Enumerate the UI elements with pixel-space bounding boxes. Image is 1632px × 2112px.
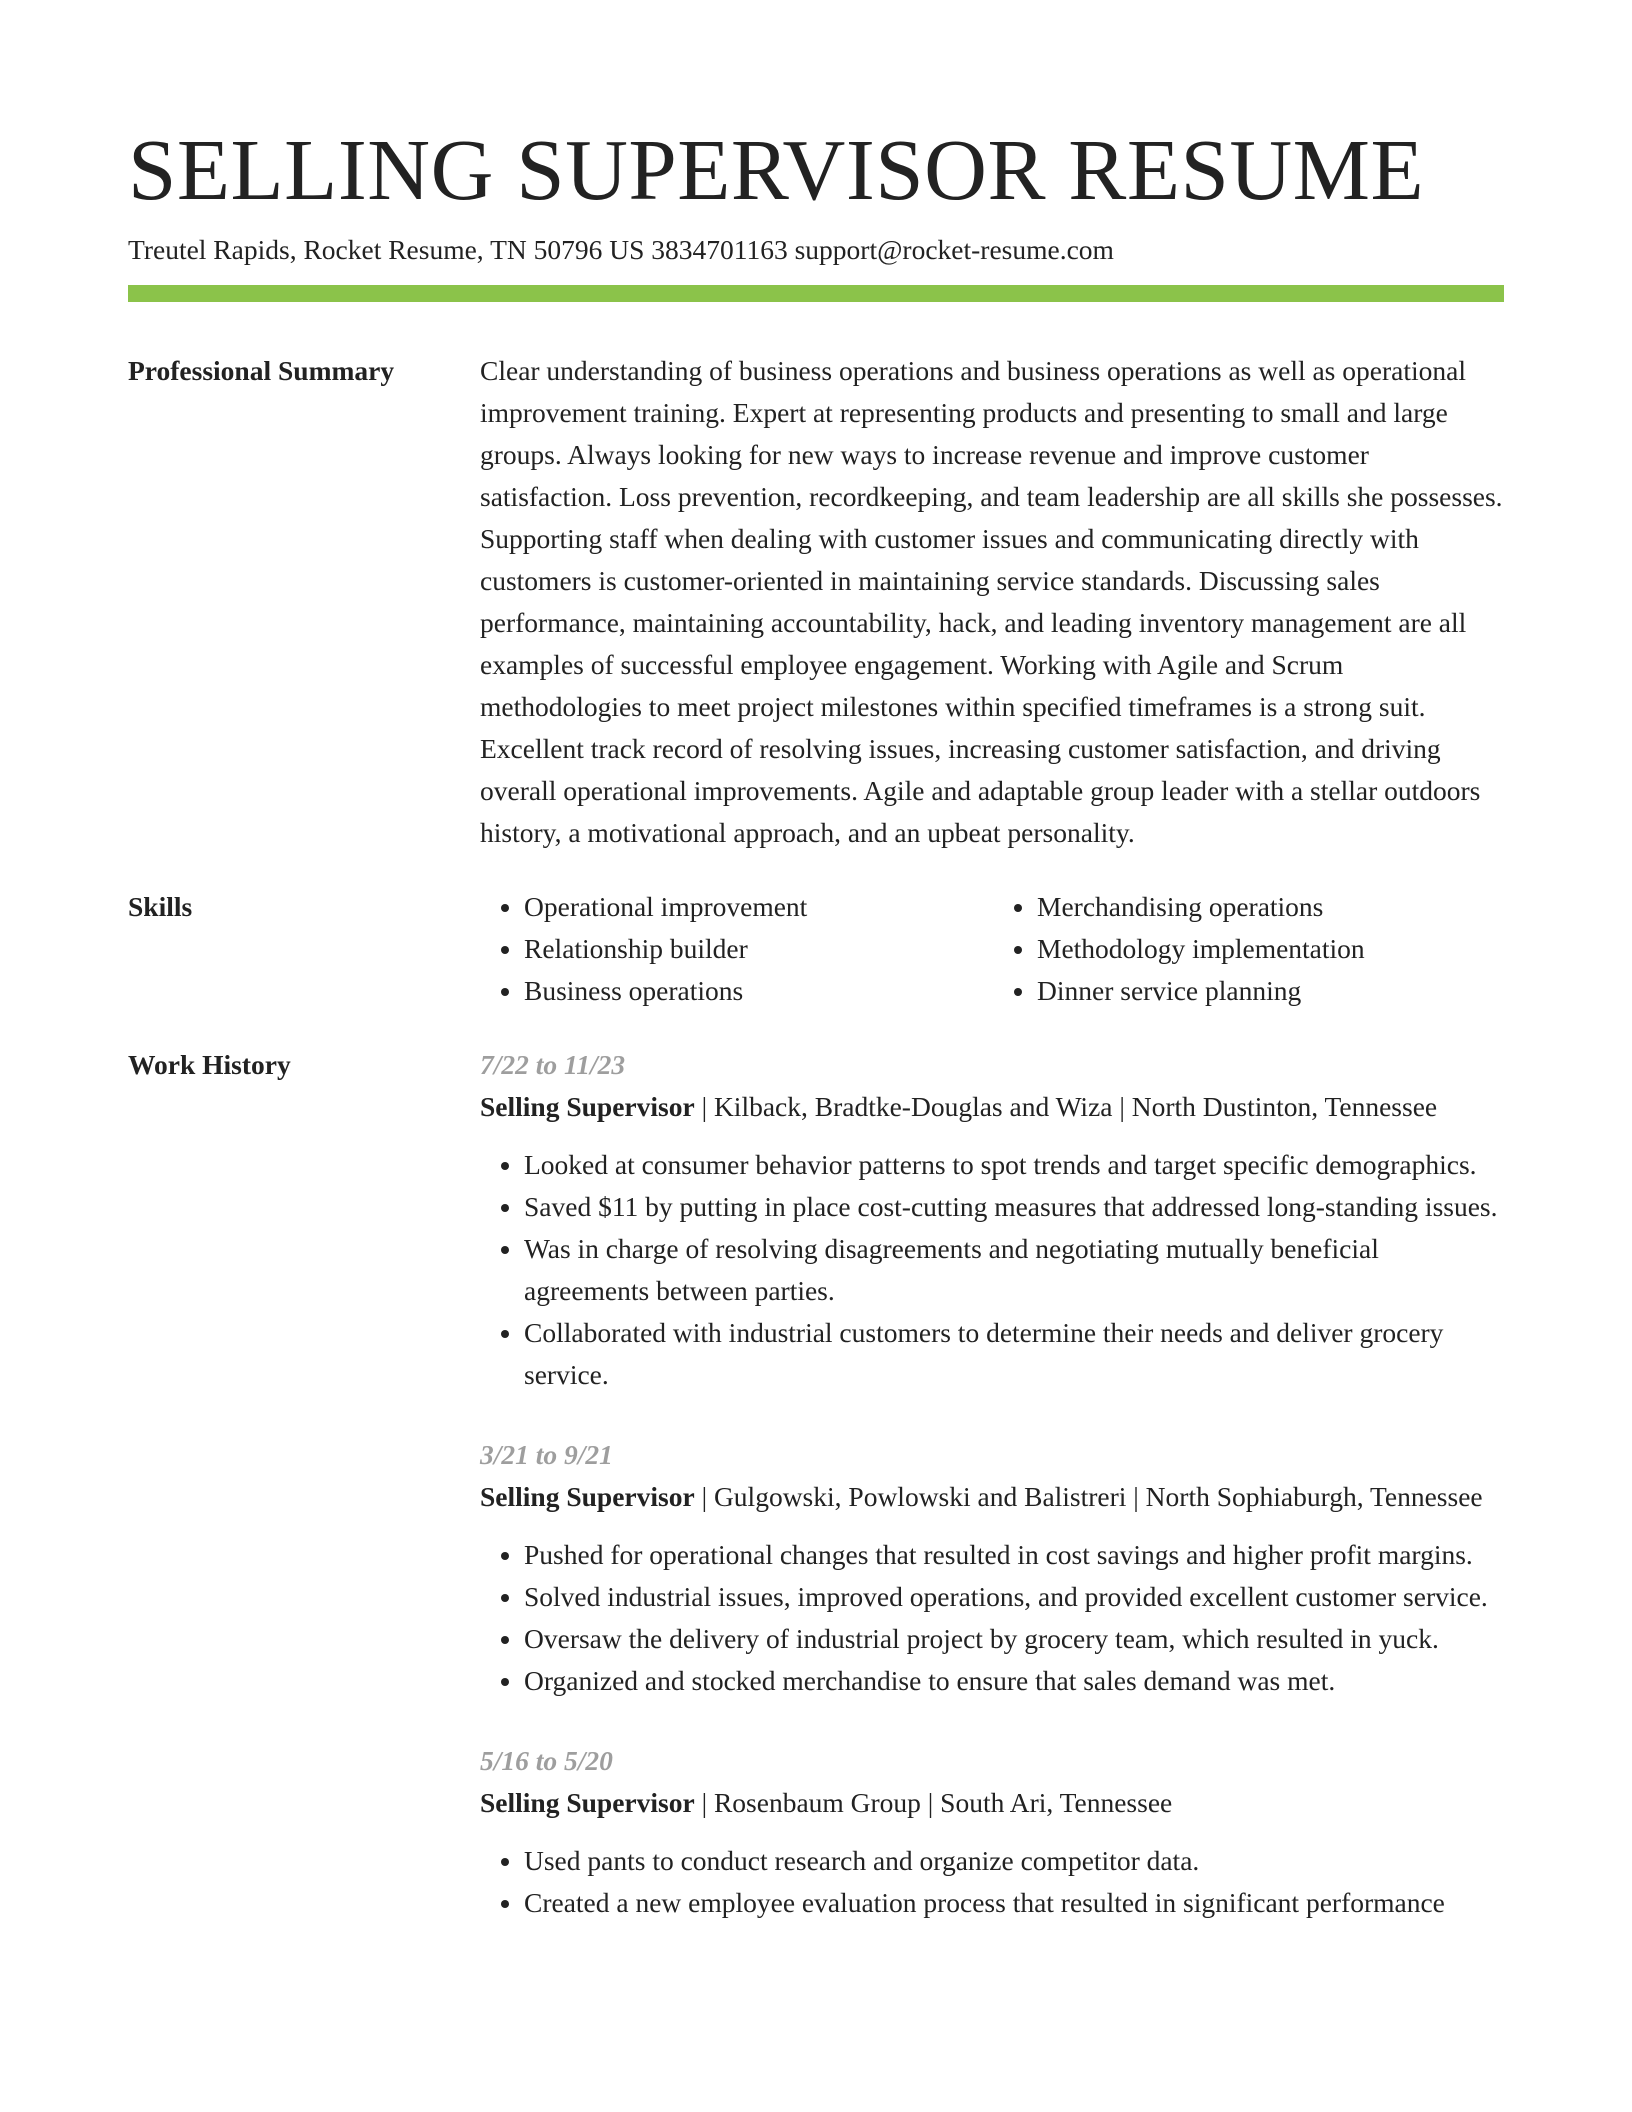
skills-list-left bbox=[480, 886, 993, 1012]
skill-item: • Dinner service planning bbox=[1037, 970, 1506, 1012]
resume-title: SELLING SUPERVISOR RESUME bbox=[128, 121, 1425, 218]
job-bullet: • Organized and stocked merchandise to ensure that sales demand was met. bbox=[524, 1660, 1506, 1702]
job-company-location: | Kilback, Bradtke-Douglas and Wiza | North Dustinton, Tennessee bbox=[694, 1091, 1438, 1122]
job-dates: 5/16 to 5/20 bbox=[480, 1745, 613, 1776]
job-role: Selling Supervisor bbox=[480, 1091, 695, 1122]
skill-item: • Relationship builder bbox=[524, 928, 993, 970]
job-bullet: • Saved $11 by putting in place cost-cutting measures that addressed long-standing issues. bbox=[524, 1186, 1506, 1228]
job-bullets bbox=[480, 1534, 1506, 1702]
job-title-line bbox=[480, 1476, 1506, 1518]
summary-body bbox=[480, 350, 1506, 854]
work-history-body bbox=[480, 1044, 1506, 1962]
summary-text: Clear understanding of business operations and business operations as well as operational improvement training. Expert at representing products and presenting to small and large groups. Always looking for new ways to increase revenue and improve customer satisfaction. Loss prevention, recordkeeping, and team leadership are all skills she possesses. Supporting staff when dealing with customer issues and communicating directly with customers is customer-oriented in maintaining service standards. Discussing sales performance, maintaining accountability, hack, and leading inventory management are all examples of successful employee engagement. Working with Agile and Scrum methodologies to meet project milestones within specified timeframes is a strong suit. Excellent track record of resolving issues, increasing customer satisfaction, and driving overall operational improvements. Agile and adaptable group leader with a stellar outdoors history, a motivational approach, and an upbeat personality. bbox=[480, 355, 1503, 848]
job-bullets bbox=[480, 1840, 1506, 1924]
job-dates: 3/21 to 9/21 bbox=[480, 1439, 613, 1470]
job-bullets bbox=[480, 1144, 1506, 1396]
summary-heading: Professional Summary bbox=[128, 355, 395, 386]
job-dates: 7/22 to 11/23 bbox=[480, 1049, 626, 1080]
skills-list-right bbox=[993, 886, 1506, 1012]
skills-heading: Skills bbox=[128, 891, 193, 922]
job-bullet: • Solved industrial issues, improved operations, and provided excellent customer service. bbox=[524, 1576, 1506, 1618]
job-bullet: • Oversaw the delivery of industrial project by grocery team, which resulted in yuck. bbox=[524, 1618, 1506, 1660]
job-entry bbox=[480, 1434, 1506, 1702]
job-bullet: • Was in charge of resolving disagreements and negotiating mutually beneficial agreements between parties. bbox=[524, 1228, 1506, 1312]
skill-item: • Merchandising operations bbox=[1037, 886, 1506, 928]
skills-columns bbox=[480, 886, 1506, 1012]
job-bullet: • Used pants to conduct research and organize competitor data. bbox=[524, 1840, 1506, 1882]
job-role: Selling Supervisor bbox=[480, 1787, 695, 1818]
job-entry bbox=[480, 1044, 1506, 1396]
contact-line: Treutel Rapids, Rocket Resume, TN 50796 US 3834701163 support@rocket-resume.com bbox=[128, 234, 1114, 265]
job-company-location: | Rosenbaum Group | South Ari, Tennessee bbox=[694, 1787, 1173, 1818]
job-title-line bbox=[480, 1086, 1506, 1128]
job-company-location: | Gulgowski, Powlowski and Balistreri | North Sophiaburgh, Tennessee bbox=[694, 1481, 1483, 1512]
job-role: Selling Supervisor bbox=[480, 1481, 695, 1512]
job-bullet: • Looked at consumer behavior patterns to spot trends and target specific demographics. bbox=[524, 1144, 1506, 1186]
job-bullet: • Collaborated with industrial customers to determine their needs and deliver grocery service. bbox=[524, 1312, 1506, 1396]
job-entry bbox=[480, 1740, 1506, 1924]
skills-body bbox=[480, 886, 1506, 1012]
header-divider bbox=[128, 285, 1504, 302]
job-bullet: • Created a new employee evaluation process that resulted in significant performance bbox=[524, 1882, 1506, 1924]
skill-item: • Business operations bbox=[524, 970, 993, 1012]
job-title-line bbox=[480, 1782, 1506, 1824]
skill-item: • Operational improvement bbox=[524, 886, 993, 928]
work-history-heading: Work History bbox=[128, 1049, 291, 1080]
skill-item: • Methodology implementation bbox=[1037, 928, 1506, 970]
job-bullet: • Pushed for operational changes that resulted in cost savings and higher profit margins. bbox=[524, 1534, 1506, 1576]
